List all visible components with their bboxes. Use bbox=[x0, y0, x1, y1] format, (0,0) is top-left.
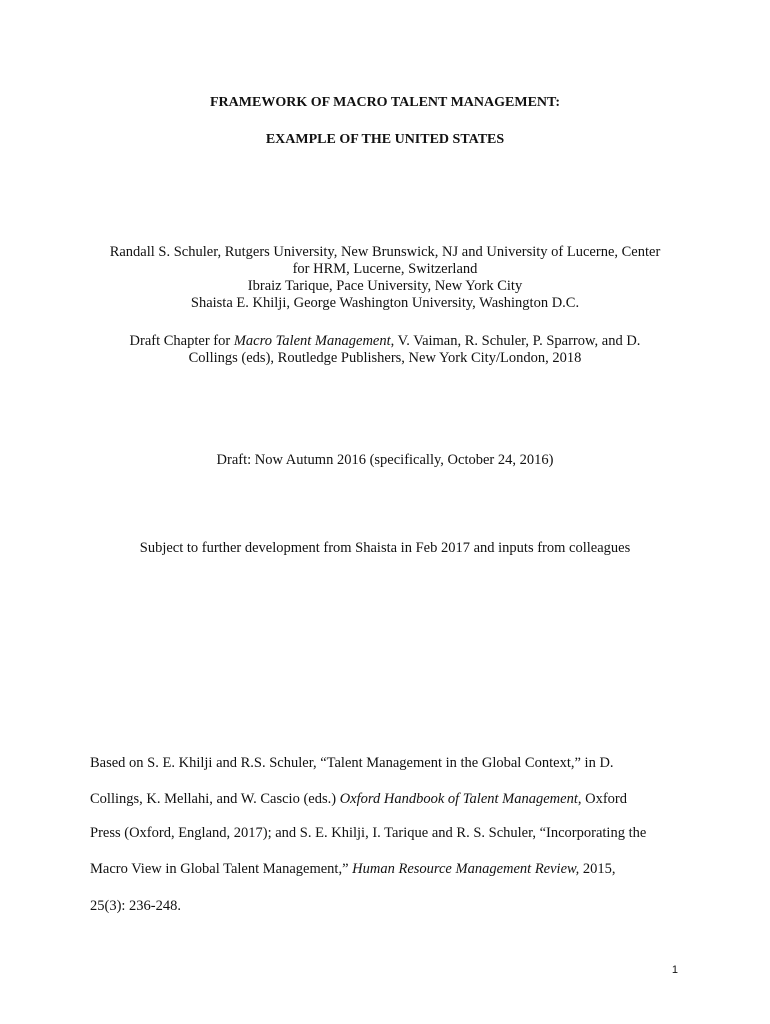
subject-note: Subject to further development from Shaista in Feb 2017 and inputs from colleagues bbox=[139, 540, 631, 556]
draft-chapter-line-2: Collings (eds), Routledge Publishers, New York City/London, 2018 bbox=[188, 350, 582, 366]
based-on-line-1: Based on S. E. Khilji and R.S. Schuler, “Talent Management in the Global Context,” in D. bbox=[90, 755, 614, 771]
authors-block bbox=[0, 244, 770, 312]
draft-chapter-editors: , V. Vaiman, R. Schuler, P. Sparrow, and D. bbox=[390, 333, 641, 349]
author-line: for HRM, Lucerne, Switzerland bbox=[292, 261, 478, 277]
based-on-line-4: Macro View in Global Talent Management,” Human Resource Management Review, 2015, bbox=[90, 861, 616, 877]
based-on-line-2: Collings, K. Mellahi, and W. Cascio (eds.) Oxford Handbook of Talent Management, Oxford bbox=[90, 791, 627, 807]
draft-date: Draft: Now Autumn 2016 (specifically, October 24, 2016) bbox=[216, 452, 554, 468]
draft-chapter-line-1 bbox=[0, 333, 770, 350]
page-number: 1 bbox=[671, 964, 678, 976]
author-line: Shaista E. Khilji, George Washington University, Washington D.C. bbox=[190, 295, 580, 311]
handbook-title: Oxford Handbook of Talent Management bbox=[339, 791, 578, 807]
author-line: Randall S. Schuler, Rutgers University, New Brunswick, NJ and University of Lucerne, Center bbox=[109, 244, 661, 260]
book-title: Macro Talent Management bbox=[233, 333, 391, 349]
title-line-2: EXAMPLE OF THE UNITED STATES bbox=[265, 132, 505, 147]
author-line: Ibraiz Tarique, Pace University, New York City bbox=[247, 278, 523, 294]
draft-chapter-note bbox=[0, 333, 770, 367]
journal-title: Human Resource Management Review, bbox=[352, 861, 580, 877]
draft-chapter-prefix: Draft Chapter for bbox=[129, 333, 234, 349]
title-line-1: FRAMEWORK OF MACRO TALENT MANAGEMENT: bbox=[210, 95, 560, 110]
based-on-line-3: Press (Oxford, England, 2017); and S. E. Khilji, I. Tarique and R. S. Schuler, “Incorporating the bbox=[90, 825, 647, 841]
based-on-line-5: 25(3): 236-248. bbox=[90, 898, 182, 914]
